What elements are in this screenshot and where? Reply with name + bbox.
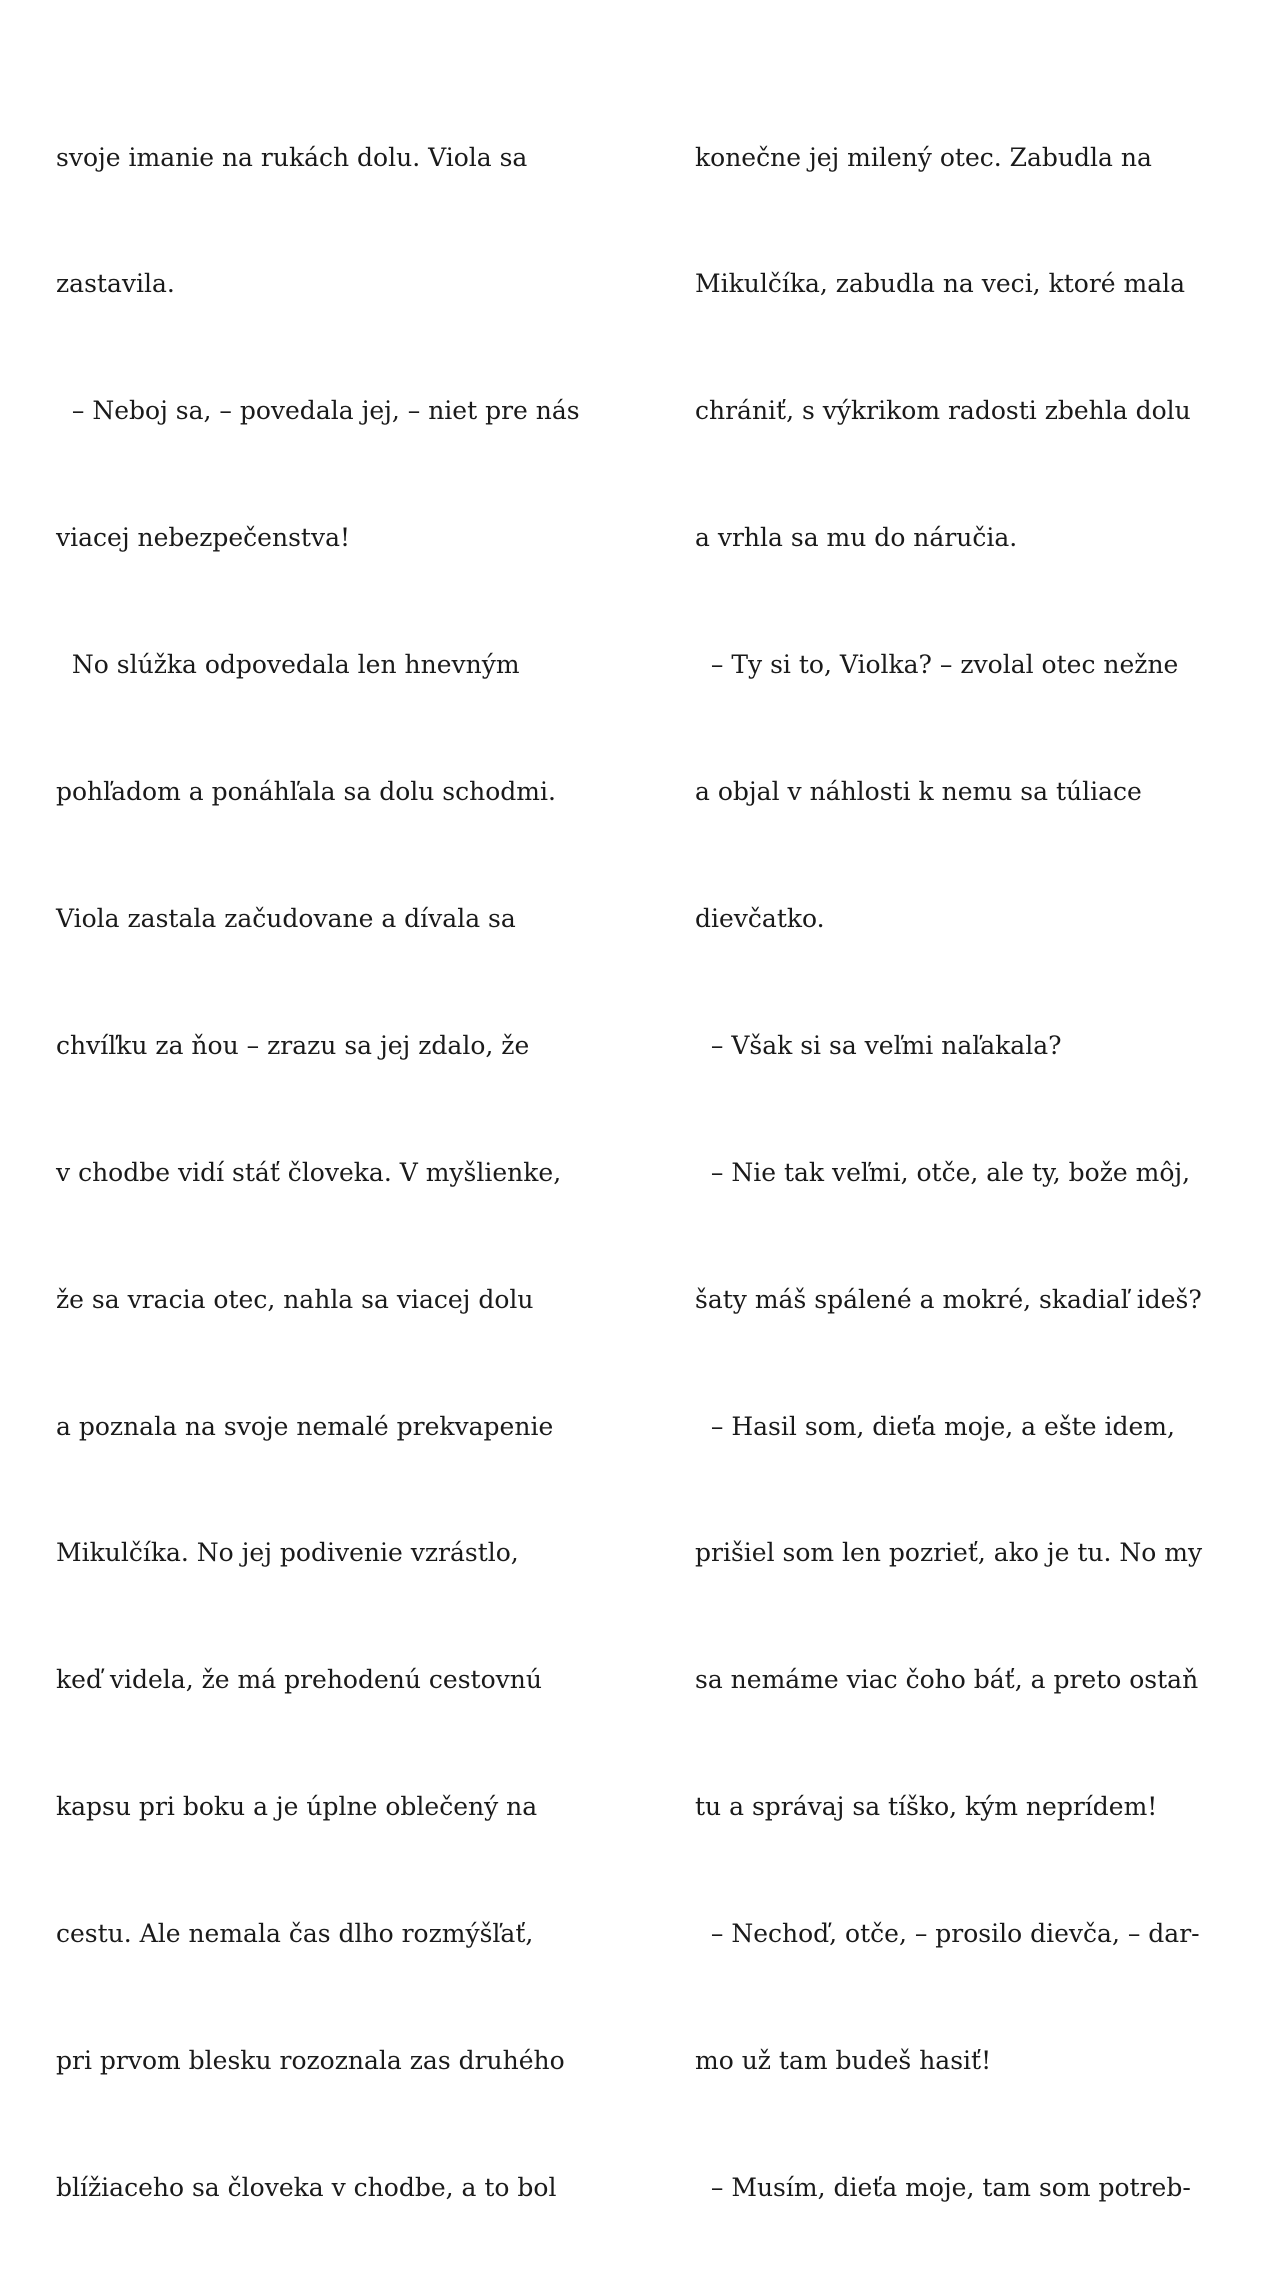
- text-line: sa nemáme viac čoho báť, a preto ostaň: [695, 1665, 1199, 1695]
- text-line: pohľadom a ponáhľala sa dolu schodmi.: [56, 777, 556, 807]
- text-line: – Ty si to, Violka? – zvolal otec nežne: [695, 650, 1179, 680]
- text-line: že sa vracia otec, nahla sa viacej dolu: [56, 1284, 534, 1314]
- text-line: konečne jej milený otec. Zabudla na: [695, 142, 1152, 172]
- left-text-column: [56, 52, 616, 2294]
- text-line: – Musím, dieťa moje, tam som potreb-: [695, 2172, 1191, 2202]
- text-line: Mikulčíka, zabudla na veci, ktoré mala: [695, 269, 1186, 299]
- text-line: a objal v náhlosti k nemu sa túliace: [695, 777, 1142, 807]
- text-line: – Neboj sa, – povedala jej, – niet pre nás: [56, 396, 580, 426]
- text-line: cestu. Ale nemala čas dlho rozmýšľať,: [56, 1919, 534, 1949]
- text-line: dievčatko.: [695, 903, 825, 933]
- text-line: a poznala na svoje nemalé prekvapenie: [56, 1411, 554, 1441]
- text-line: chvíľku za ňou – zrazu sa jej zdalo, že: [56, 1030, 530, 1060]
- text-line: pri prvom blesku rozoznala zas druhého: [56, 2045, 565, 2075]
- text-line: šaty máš spálené a mokré, skadiaľ ideš?: [695, 1284, 1202, 1314]
- text-line: v chodbe vidí stáť človeka. V myšlienke,: [56, 1157, 562, 1187]
- right-text-column: [695, 52, 1235, 2294]
- text-line: prišiel som len pozrieť, ako je tu. No my: [695, 1538, 1203, 1568]
- text-line: Mikulčíka. No jej podivenie vzrástlo,: [56, 1538, 519, 1568]
- text-line: – Však si sa veľmi naľakala?: [695, 1030, 1062, 1060]
- text-line: – Nie tak veľmi, otče, ale ty, bože môj,: [695, 1157, 1191, 1187]
- text-line: tu a správaj sa tíško, kým neprídem!: [695, 1792, 1158, 1822]
- text-line: – Nechoď, otče, – prosilo dievča, – dar-: [695, 1919, 1200, 1949]
- text-line: Viola zastala začudovane a dívala sa: [56, 903, 516, 933]
- text-line: viacej nebezpečenstva!: [56, 523, 351, 553]
- text-line: keď videla, že má prehodenú cestovnú: [56, 1665, 542, 1695]
- text-line: No slúžka odpovedala len hnevným: [56, 650, 520, 680]
- text-line: mo už tam budeš hasiť!: [695, 2045, 992, 2075]
- text-line: a vrhla sa mu do náručia.: [695, 523, 1018, 553]
- text-line: chrániť, s výkrikom radosti zbehla dolu: [695, 396, 1191, 426]
- text-line: – Hasil som, dieťa moje, a ešte idem,: [695, 1411, 1175, 1441]
- text-line: zastavila.: [56, 269, 175, 299]
- text-line: kapsu pri boku a je úplne oblečený na: [56, 1792, 538, 1822]
- text-line: blížiaceho sa človeka v chodbe, a to bol: [56, 2172, 557, 2202]
- text-line: svoje imanie na rukách dolu. Viola sa: [56, 142, 528, 172]
